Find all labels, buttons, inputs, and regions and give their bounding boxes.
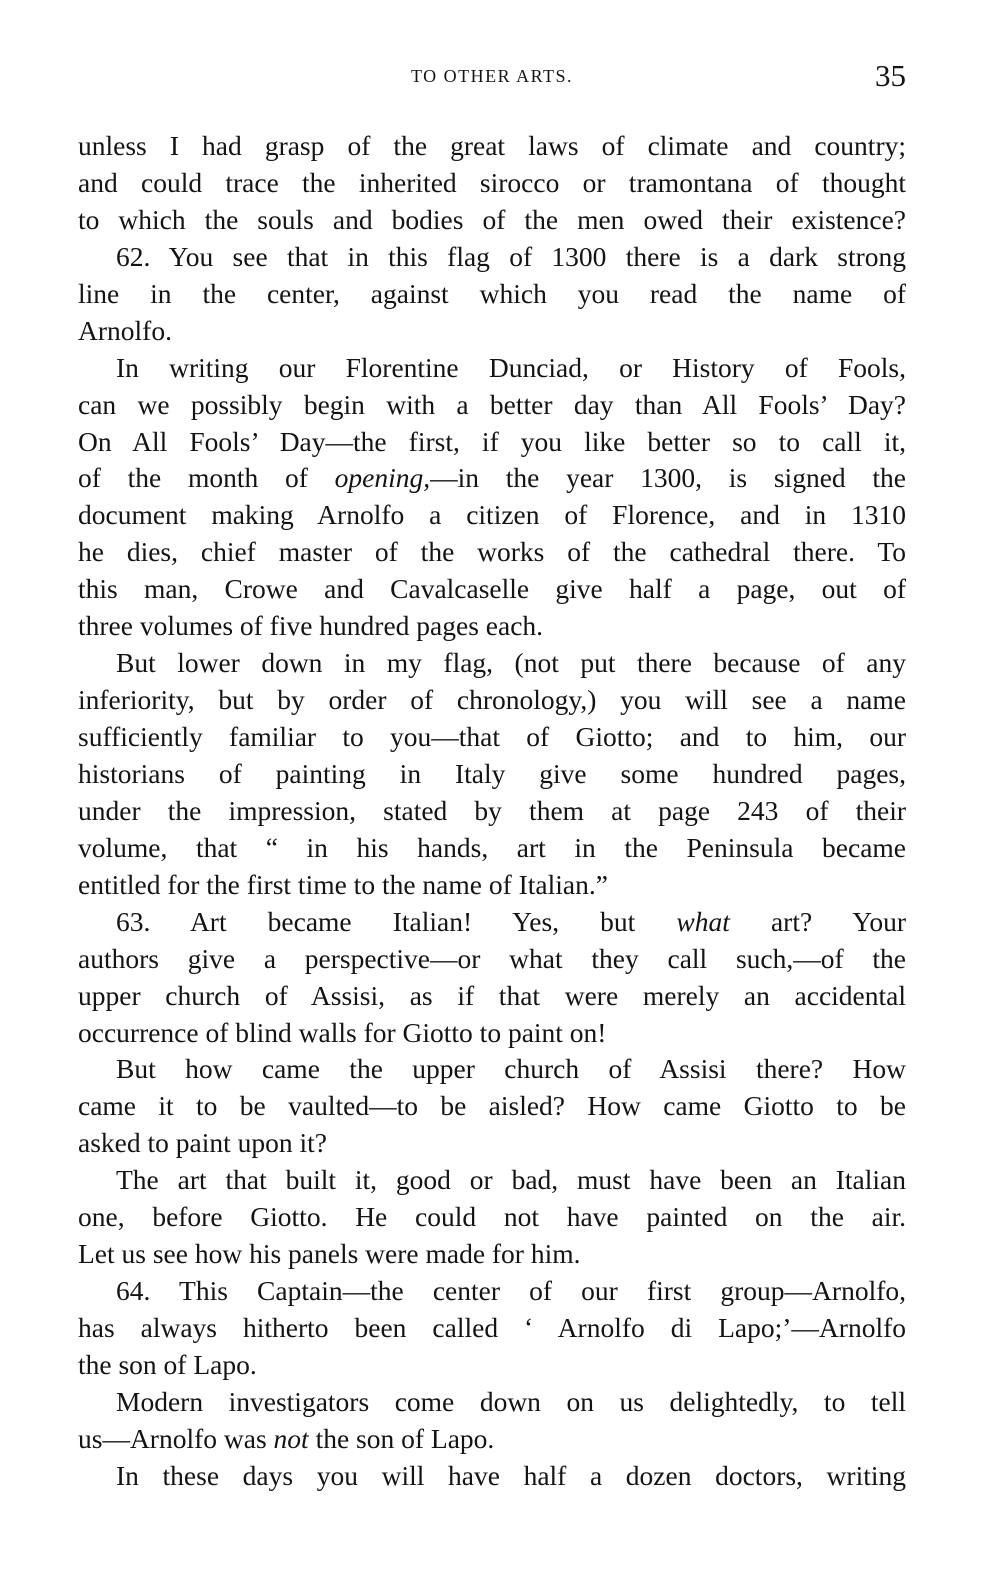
text-line: can we possibly begin with a better day than All Fools’ Day?	[78, 388, 906, 420]
text-segment: 63. Art became Italian! Yes, but	[116, 905, 677, 937]
text-line: unless I had grasp of the great laws of climate and country;	[78, 130, 906, 161]
text-line: But how came the upper church of Assisi there? How	[116, 1053, 906, 1085]
text-line: 62. You see that in this flag of 1300 there is a dark strong	[116, 240, 906, 272]
text-line: and could trace the inherited sirocco or tramontana of thought	[78, 166, 906, 198]
text-segment: us—Arnolfo was	[78, 1422, 274, 1454]
text-line: occurrence of blind walls for Giotto to paint on!	[78, 1016, 607, 1048]
text-segment: the son of Lapo.	[308, 1422, 495, 1454]
text-line: 64. This Captain—the center of our first group—Arnolfo,	[116, 1275, 906, 1307]
text-line: The art that built it, good or bad, must have been an Italian	[116, 1164, 906, 1196]
body-text	[78, 128, 906, 1495]
text-segment: —in the year 1300, is signed the	[430, 462, 906, 494]
text-line: asked to paint upon it?	[78, 1127, 327, 1159]
text-line: this man, Crowe and Cavalcaselle give half a page, out of	[78, 573, 906, 605]
text-line: volume, that “ in his hands, art in the Peninsula became	[78, 831, 906, 863]
text-line: came it to be vaulted—to be aisled? How came Giotto to be	[78, 1090, 906, 1122]
text-line: inferiority, but by order of chronology,) you will see a name	[78, 684, 906, 716]
text-segment: art? Your	[729, 905, 906, 937]
text-line	[78, 1421, 906, 1458]
text-line: under the impression, stated by them at page 243 of their	[78, 794, 906, 826]
running-title: TO OTHER ARTS.	[410, 66, 574, 86]
text-line: sufficiently familiar to you—that of Giotto; and to him, our	[78, 721, 906, 752]
text-line: On All Fools’ Day—the first, if you like better so to call it,	[78, 425, 906, 457]
italic-word: what	[676, 905, 730, 937]
text-line: one, before Giotto. He could not have painted on the air.	[78, 1201, 906, 1233]
text-segment: of the month of	[78, 462, 335, 494]
text-line: But lower down in my flag, (not put there because of any	[116, 647, 906, 679]
text-line: authors give a perspective—or what they call such,—of the	[78, 942, 906, 974]
text-line: Modern investigators come down on us delightedly, to tell	[116, 1385, 906, 1417]
text-line: In writing our Florentine Dunciad, or History of Fools,	[116, 351, 906, 383]
text-line: has always hitherto been called ‘ Arnolfo di Lapo;’—Arnolfo	[78, 1312, 906, 1343]
text-line: historians of painting in Italy give some hundred pages,	[78, 757, 906, 789]
text-line: he dies, chief master of the works of the cathedral there. To	[78, 536, 906, 568]
text-line: entitled for the first time to the name of Italian.”	[78, 868, 608, 900]
text-line	[78, 460, 906, 497]
text-line: the son of Lapo.	[78, 1348, 257, 1380]
italic-word: opening,	[334, 462, 431, 494]
page-number: 35	[875, 58, 906, 93]
text-line	[78, 904, 906, 941]
text-line: Arnolfo.	[78, 314, 172, 346]
text-line: three volumes of five hundred pages each.	[78, 610, 544, 642]
italic-word: not	[273, 1422, 309, 1454]
text-line: line in the center, against which you read the name of	[78, 277, 906, 309]
text-line: upper church of Assisi, as if that were merely an accidental	[78, 979, 906, 1011]
text-line: to which the souls and bodies of the men owed their existence?	[78, 203, 906, 235]
text-line: In these days you will have half a dozen doctors, writing	[116, 1459, 906, 1491]
text-line: Let us see how his panels were made for him.	[78, 1238, 581, 1270]
text-line: document making Arnolfo a citizen of Florence, and in 1310	[78, 499, 906, 531]
running-head	[78, 60, 906, 96]
